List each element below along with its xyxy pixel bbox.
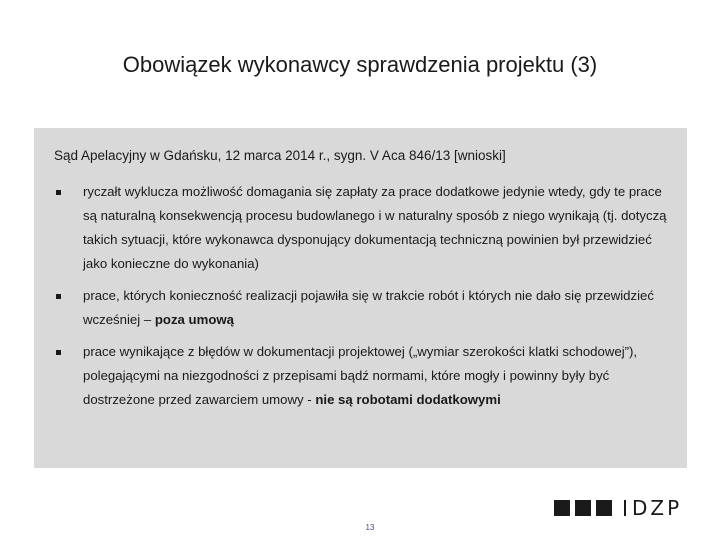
bullet-item bbox=[54, 180, 679, 276]
logo-square-icon bbox=[575, 500, 591, 516]
square-bullet-icon bbox=[56, 294, 61, 299]
page-number: 13 bbox=[365, 523, 375, 532]
bullet-text: ryczałt wyklucza możliwość domagania się zapłaty za prace dodatkowe jedynie wtedy, gdy te prace są naturalną konsekwencją procesu budowlanego i w naturalny sposób z niego wynikają (tj. dotyczą takich sytuacji, które wykonawca dysponujący dokumentacją techniczną powinien był przewidzieć jako konieczne do wykonania) bbox=[83, 184, 667, 271]
square-bullet-icon bbox=[56, 190, 61, 195]
logo-text: DZP bbox=[632, 496, 683, 520]
bullet-list bbox=[54, 180, 679, 420]
logo-square-icon bbox=[554, 500, 570, 516]
bullet-text: prace wynikające z błędów w dokumentacji projektowej („wymiar szerokości klatki schodowej”), polegającymi na niezgodności z przepisami bądź normami, które mogły i powinny były być dostrzeżone przed zawarciem umowy - bbox=[83, 344, 638, 407]
logo-square-icon bbox=[596, 500, 612, 516]
bullet-emphasis: poza umową bbox=[154, 312, 234, 327]
bullet-item bbox=[54, 340, 679, 412]
content-panel bbox=[34, 128, 687, 468]
logo-divider bbox=[624, 500, 626, 516]
bullet-text: prace, których konieczność realizacji pojawiła się w trakcie robót i których nie dało się przewidzieć wcześniej – bbox=[83, 288, 654, 327]
slide-title: Obowiązek wykonawcy sprawdzenia projektu (3) bbox=[122, 52, 598, 77]
bullet-emphasis: nie są robotami dodatkowymi bbox=[315, 392, 501, 407]
square-bullet-icon bbox=[56, 350, 61, 355]
court-ruling-heading: Sąd Apelacyjny w Gdańsku, 12 marca 2014 r., sygn. V Aca 846/13 [wnioski] bbox=[54, 148, 506, 163]
bullet-item bbox=[54, 284, 679, 332]
dzp-logo bbox=[554, 496, 688, 520]
